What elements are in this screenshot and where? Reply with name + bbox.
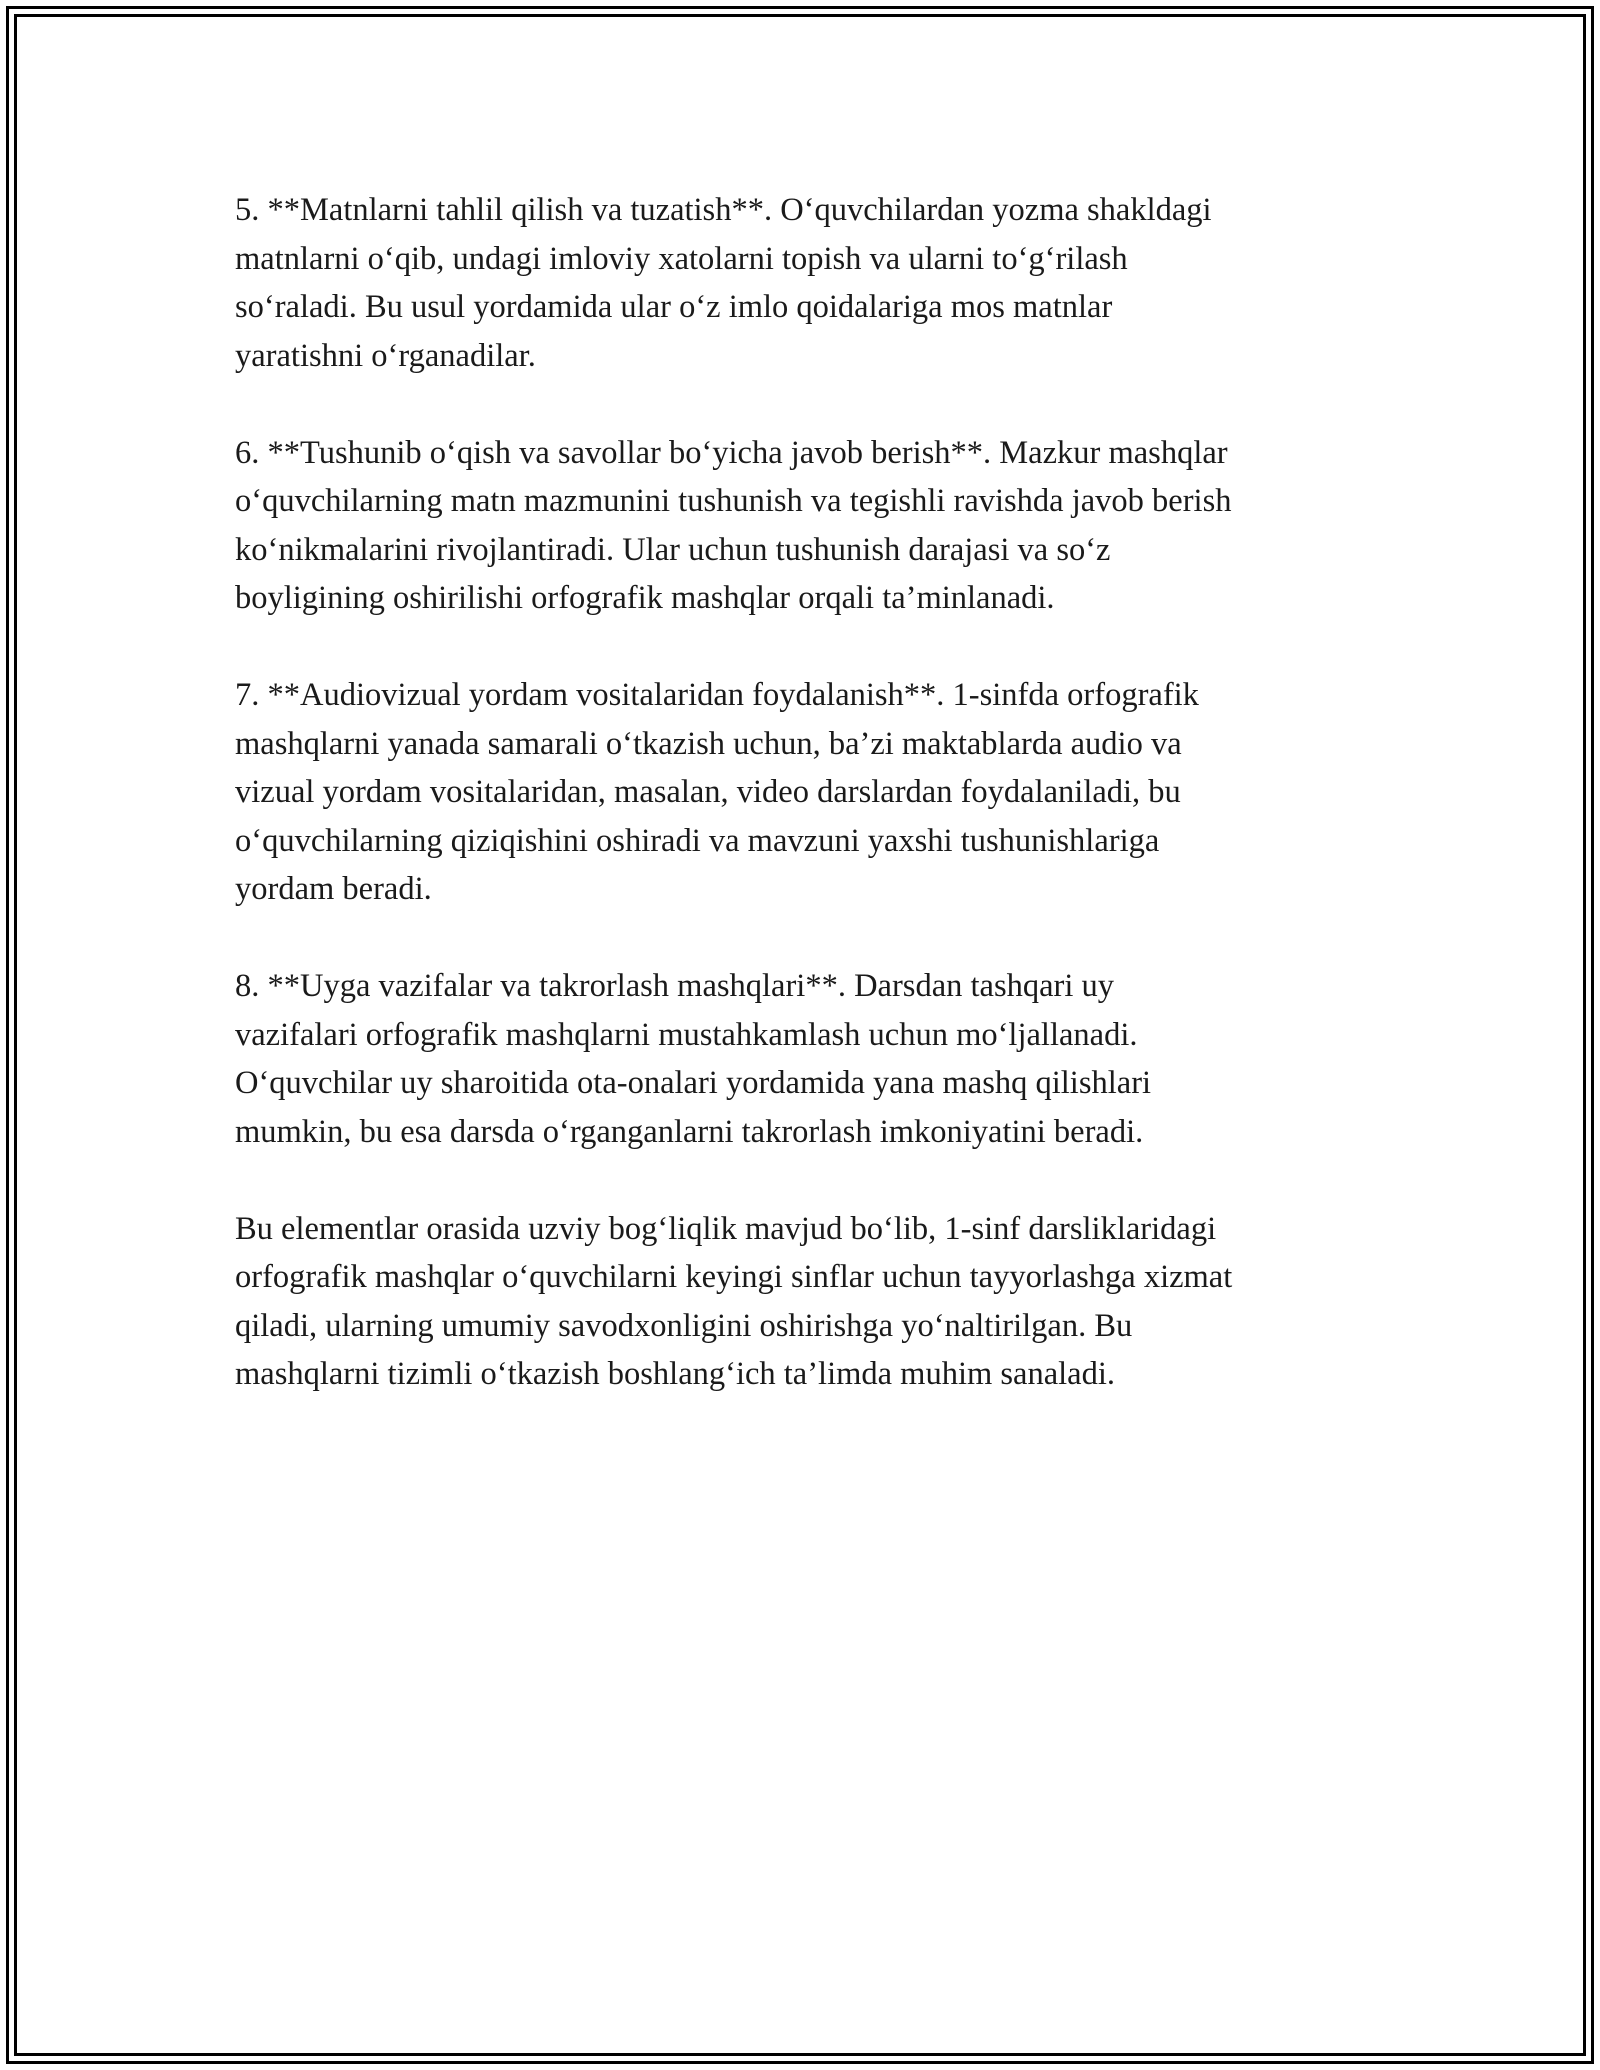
text-line: qiladi, ularning umumiy savodxonligini oshirishga yo‘naltirilgan. Bu: [235, 1307, 1133, 1344]
text-line: 5. **Matnlarni tahlil qilish va tuzatish**. O‘quvchilardan yozma shakldagi: [235, 192, 1212, 228]
text-line: o‘quvchilarning qiziqishini oshiradi va mavzuni yaxshi tushunishlariga: [235, 822, 1160, 859]
text-line: vazifalari orfografik mashqlarni mustahkamlash uchun mo‘ljallanadi.: [235, 1016, 1138, 1053]
document-body: [235, 186, 1365, 1447]
text-line: 6. **Tushunib o‘qish va savollar bo‘yicha javob berish**. Mazkur mashqlar: [235, 434, 1228, 471]
text-line: orfografik mashqlar o‘quvchilarni keyingi sinflar uchun tayyorlashga xizmat: [235, 1259, 1233, 1295]
paragraph-conclusion: [235, 1205, 1365, 1399]
text-line: ko‘nikmalarini rivojlantiradi. Ular uchun tushunish darajasi va so‘z: [235, 531, 1111, 568]
text-line: 8. **Uyga vazifalar va takrorlash mashqlari**. Darsdan tashqari uy: [235, 968, 1115, 1004]
paragraph-7-audiovisual-aids: [235, 671, 1365, 914]
text-line: so‘raladi. Bu usul yordamida ular o‘z imlo qoidalariga mos matnlar: [235, 289, 1113, 325]
text-line: o‘quvchilarning matn mazmunini tushunish va tegishli ravishda javob berish: [235, 483, 1232, 519]
text-line: mashqlarni tizimli o‘tkazish boshlang‘ich ta’limda muhim sanaladi.: [235, 1356, 1116, 1392]
text-line: 7. **Audiovizual yordam vositalaridan foydalanish**. 1-sinfda orfografik: [235, 677, 1199, 713]
text-line: mashqlarni yanada samarali o‘tkazish uchun, ba’zi maktablarda audio va: [235, 725, 1182, 762]
text-line: yordam beradi.: [235, 871, 432, 907]
text-line: Bu elementlar orasida uzviy bog‘liqlik mavjud bo‘lib, 1-sinf darsliklaridagi: [235, 1210, 1217, 1247]
text-line: yaratishni o‘rganadilar.: [235, 337, 536, 374]
paragraph-8-homework: [235, 962, 1365, 1156]
text-line: vizual yordam vositalaridan, masalan, video darslardan foydalaniladi, bu: [235, 774, 1181, 810]
text-line: boyligining oshirilishi orfografik mashqlar orqali ta’minlanadi.: [235, 580, 1055, 616]
text-line: O‘quvchilar uy sharoitida ota-onalari yordamida yana mashq qilishlari: [235, 1065, 1152, 1101]
paragraph-5-text-correction: [235, 186, 1365, 380]
text-line: mumkin, bu esa darsda o‘rganganlarni takrorlash imkoniyatini beradi.: [235, 1113, 1144, 1150]
paragraph-6-reading-comprehension: [235, 429, 1365, 623]
text-line: matnlarni o‘qib, undagi imloviy xatolarni topish va ularni to‘g‘rilash: [235, 240, 1128, 277]
